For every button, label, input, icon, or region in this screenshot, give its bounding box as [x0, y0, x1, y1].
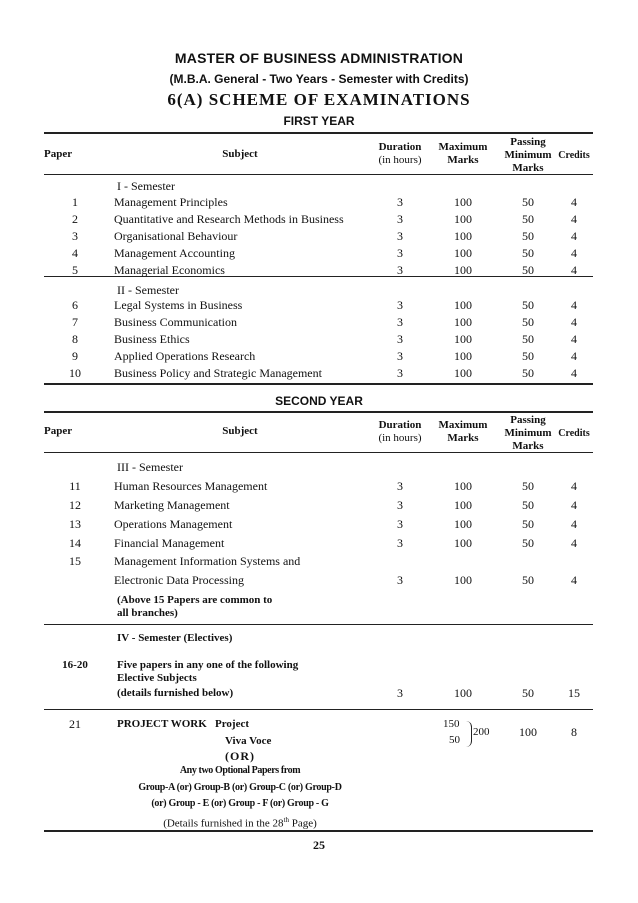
max-marks-value: 100	[454, 479, 472, 493]
pass-marks-value: 50	[522, 573, 534, 587]
pass-marks-value: 50	[522, 517, 534, 531]
page-number: 25	[313, 838, 325, 852]
duration-value: 3	[397, 536, 403, 550]
credits-value: 4	[571, 573, 577, 587]
max-marks-value: 100	[454, 332, 472, 346]
max-marks-value: 100	[454, 263, 472, 277]
paper-number: 4	[72, 246, 78, 260]
brace-icon	[463, 721, 472, 747]
duration-value: 3	[397, 229, 403, 243]
col-duration-header-2: Duration (in hours)	[378, 419, 422, 444]
subject-name: Applied Operations Research	[114, 349, 256, 363]
duration-value: 3	[397, 263, 403, 277]
credits-value: 4	[571, 212, 577, 226]
or-label: (OR)	[225, 749, 255, 763]
pass-marks-value: 50	[522, 298, 534, 312]
credits-value: 4	[571, 349, 577, 363]
pass-marks-value: 50	[522, 498, 534, 512]
duration-value: 3	[397, 315, 403, 329]
first-year-bottom-rule	[44, 383, 593, 385]
subject-name: Quantitative and Research Methods in Business	[114, 212, 344, 226]
header-rule-2	[44, 452, 593, 453]
electives-line1: Five papers in any one of the following	[117, 659, 299, 671]
duration-value: 3	[397, 212, 403, 226]
col-subject-header: Subject	[222, 148, 258, 160]
table-top-rule	[44, 132, 593, 134]
col-passing-header: Passing Minimum Marks	[504, 136, 552, 174]
credits-value: 4	[571, 498, 577, 512]
col-credits-header-2: Credits	[558, 428, 590, 439]
col-credits-header: Credits	[558, 150, 590, 161]
max-marks-value: 100	[454, 498, 472, 512]
document-subtitle: (M.B.A. General - Two Years - Semester with Credits)	[169, 72, 469, 86]
duration-value: 3	[397, 298, 403, 312]
paper-number: 9	[72, 349, 78, 363]
paper-number: 12	[69, 498, 81, 512]
subject-name: Management Accounting	[114, 246, 235, 260]
sem4-bottom-rule	[44, 709, 593, 710]
paper-number: 1	[72, 195, 78, 209]
col-paper-header-2: Paper	[44, 425, 73, 437]
subject-name-cont: Electronic Data Processing	[114, 573, 244, 587]
paper-number: 6	[72, 298, 78, 312]
pass-marks-value: 50	[522, 366, 534, 380]
optional-papers-line3: (or) Group - E (or) Group - F (or) Group - G	[151, 798, 329, 809]
paper-number: 15	[69, 554, 81, 568]
table-bottom-rule	[44, 830, 593, 832]
paper-number: 8	[72, 332, 78, 346]
paper-number: 3	[72, 229, 78, 243]
credits-value: 15	[568, 686, 580, 700]
project-work-title	[117, 716, 249, 732]
max-marks-value: 200	[473, 726, 490, 738]
paper-number: 10	[69, 366, 81, 380]
credits-value: 4	[571, 536, 577, 550]
subject-name: Management Principles	[114, 195, 228, 209]
pass-marks-value: 50	[522, 536, 534, 550]
col-subject-header-2: Subject	[222, 425, 258, 437]
pass-marks-value: 50	[522, 195, 534, 209]
subject-name: Marketing Management	[114, 498, 230, 512]
col-maximum-header: Maximum Marks	[438, 141, 488, 166]
project-part-label: Project	[215, 718, 249, 730]
paper-number: 7	[72, 315, 78, 329]
max-marks-value: 100	[454, 195, 472, 209]
subject-name: Organisational Behaviour	[114, 229, 238, 243]
credits-value: 4	[571, 332, 577, 346]
paper-number: 5	[72, 263, 78, 277]
max-marks-value: 100	[454, 517, 472, 531]
optional-papers-line1: Any two Optional Papers from	[179, 765, 301, 776]
sem-divider-rule	[44, 276, 593, 277]
max-marks-value: 100	[454, 212, 472, 226]
subject-name: Business Communication	[114, 315, 237, 329]
credits-value: 4	[571, 263, 577, 277]
paper-number: 2	[72, 212, 78, 226]
duration-value: 3	[397, 246, 403, 260]
duration-value: 3	[397, 517, 403, 531]
credits-value: 4	[571, 298, 577, 312]
pass-marks-value: 50	[522, 212, 534, 226]
subject-name: Managerial Economics	[114, 263, 225, 277]
electives-line2: Elective Subjects	[117, 672, 197, 684]
common-papers-note-cont: all branches)	[117, 607, 178, 619]
col-passing-header-2: Passing Minimum Marks	[504, 414, 552, 452]
scheme-heading: 6(A) SCHEME OF EXAMINATIONS	[167, 90, 471, 109]
max-marks-value: 100	[454, 686, 472, 700]
pass-marks-value: 50	[522, 479, 534, 493]
credits-value: 4	[571, 229, 577, 243]
credits-value: 8	[571, 725, 577, 739]
first-year-label: FIRST YEAR	[283, 114, 355, 128]
subject-name: Business Ethics	[114, 332, 190, 346]
optional-papers-line4: (Details furnished in the 28th Page)	[163, 816, 317, 830]
sem3-label: III - Semester	[117, 460, 183, 474]
viva-marks: 50	[449, 734, 460, 746]
col-duration-header: Duration (in hours)	[378, 141, 422, 166]
max-marks-value: 100	[454, 298, 472, 312]
pass-marks-value: 100	[519, 725, 537, 739]
subject-name: Financial Management	[114, 536, 225, 550]
header-rule	[44, 174, 593, 175]
duration-value: 3	[397, 686, 403, 700]
credits-value: 4	[571, 517, 577, 531]
second-year-label: SECOND YEAR	[275, 394, 363, 408]
subject-name: Legal Systems in Business	[114, 298, 243, 312]
credits-value: 4	[571, 366, 577, 380]
credits-value: 4	[571, 479, 577, 493]
max-marks-value: 100	[454, 229, 472, 243]
paper-number: 13	[69, 517, 81, 531]
project-marks: 150	[443, 718, 460, 730]
max-marks-value: 100	[454, 366, 472, 380]
max-marks-value: 100	[454, 573, 472, 587]
paper-number: 16-20	[62, 659, 88, 671]
pass-marks-value: 50	[522, 686, 534, 700]
sem2-label: II - Semester	[117, 283, 179, 297]
project-work-label: PROJECT WORK	[117, 718, 207, 730]
subject-name: Business Policy and Strategic Management	[114, 366, 322, 380]
viva-voce-label: Viva Voce	[225, 735, 272, 747]
paper-number: 14	[69, 536, 81, 550]
duration-value: 3	[397, 366, 403, 380]
subject-name: Management Information Systems and	[114, 554, 301, 568]
pass-marks-value: 50	[522, 332, 534, 346]
credits-value: 4	[571, 246, 577, 260]
subject-name: Human Resources Management	[114, 479, 268, 493]
credits-value: 4	[571, 315, 577, 329]
duration-value: 3	[397, 195, 403, 209]
max-marks-value: 100	[454, 536, 472, 550]
duration-value: 3	[397, 479, 403, 493]
pass-marks-value: 50	[522, 246, 534, 260]
common-papers-note: (Above 15 Papers are common to	[117, 594, 273, 606]
pass-marks-value: 50	[522, 263, 534, 277]
duration-value: 3	[397, 573, 403, 587]
paper-number: 21	[69, 717, 81, 731]
subject-name: Operations Management	[114, 517, 233, 531]
sem3-bottom-rule	[44, 624, 593, 625]
duration-value: 3	[397, 349, 403, 363]
col-maximum-header-2: Maximum Marks	[438, 419, 488, 444]
pass-marks-value: 50	[522, 349, 534, 363]
optional-papers-line2: Group-A (or) Group-B (or) Group-C (or) Group-D	[138, 782, 342, 793]
paper-number: 11	[69, 479, 81, 493]
document-title: MASTER OF BUSINESS ADMINISTRATION	[174, 50, 464, 66]
sem1-label: I - Semester	[117, 179, 175, 193]
max-marks-value: 100	[454, 315, 472, 329]
sem4-label: IV - Semester (Electives)	[117, 632, 233, 644]
credits-value: 4	[571, 195, 577, 209]
electives-line3: (details furnished below)	[117, 687, 234, 699]
duration-value: 3	[397, 332, 403, 346]
max-marks-value: 100	[454, 349, 472, 363]
max-marks-value: 100	[454, 246, 472, 260]
pass-marks-value: 50	[522, 315, 534, 329]
second-table-top-rule	[44, 411, 593, 413]
col-paper-header: Paper	[44, 148, 73, 160]
duration-value: 3	[397, 498, 403, 512]
pass-marks-value: 50	[522, 229, 534, 243]
